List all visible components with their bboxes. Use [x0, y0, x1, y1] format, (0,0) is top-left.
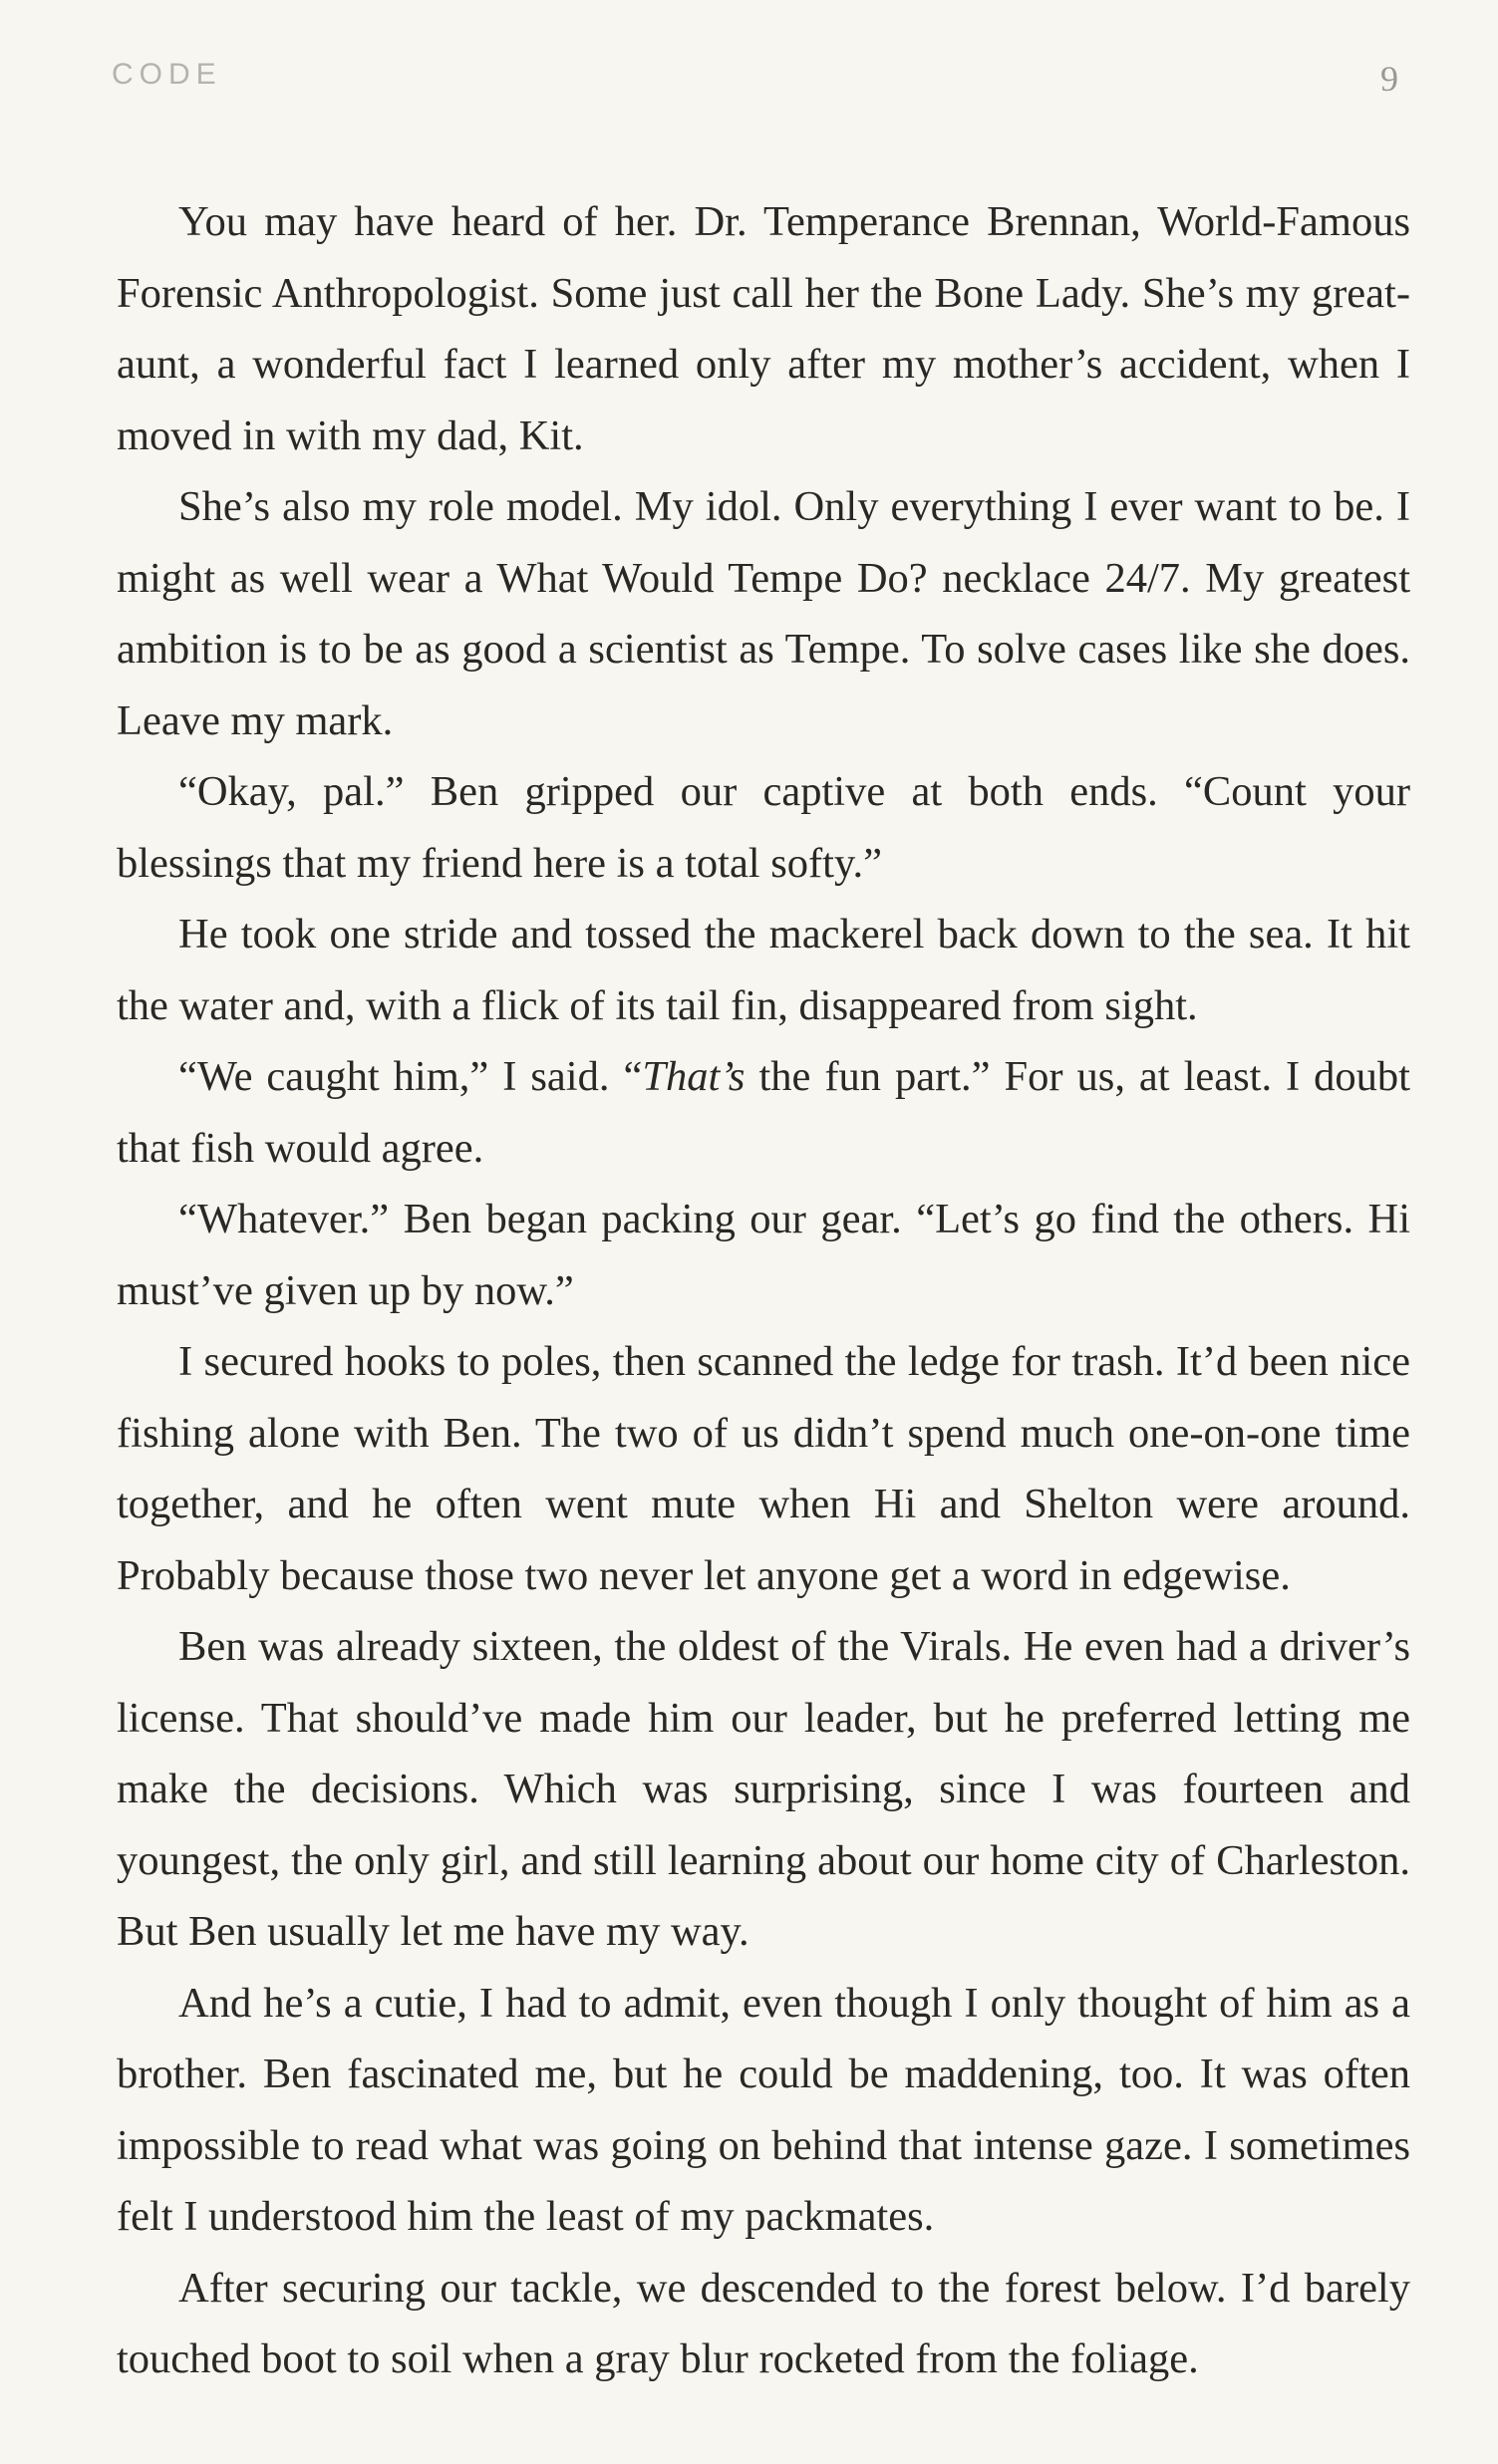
- paragraph: And he’s a cutie, I had to admit, even though I only thought of him as a brother. Ben fascinated me, but he could be maddening, too. It was often impossible to read what was going on behind that intense gaze. I sometimes felt I understood him the least of my packmates.: [117, 1979, 1410, 2240]
- page-number: 9: [1380, 59, 1398, 99]
- paragraph: [117, 1041, 1410, 1184]
- paragraph: “Okay, pal.” Ben gripped our captive at both ends. “Count your blessings that my friend here is a total softy.”: [117, 768, 1410, 887]
- paragraph: You may have heard of her. Dr. Temperance Brennan, World-Famous Forensic Anthropologist. Some just call her the Bone Lady. She’s my great-aunt, a wonderful fact I learned only after my mother’s accident, when I moved in with my dad, Kit.: [117, 198, 1410, 459]
- paragraph-text: “We caught him,” I said. “: [178, 1053, 643, 1100]
- body-text: [117, 186, 1410, 2395]
- paragraph: I secured hooks to poles, then scanned the ledge for trash. It’d been nice fishing alone with Ben. The two of us didn’t spend much one-on-one time together, and he often went mute when Hi and Shelton were around. Probably because those two never let anyone get a word in edgewise.: [117, 1338, 1410, 1599]
- paragraph: He took one stride and tossed the mackerel back down to the sea. It hit the water and, with a flick of its tail fin, disappeared from sight.: [117, 911, 1410, 1029]
- paragraph: Ben was already sixteen, the oldest of the Virals. He even had a driver’s license. That should’ve made him our leader, but he preferred letting me make the decisions. Which was surprising, since I was fourteen and youngest, the only girl, and still learning about our home city of Charleston. But Ben usually let me have my way.: [117, 1623, 1410, 1955]
- paragraph: “Whatever.” Ben began packing our gear. “Let’s go find the others. Hi must’ve given up by now.”: [117, 1196, 1410, 1314]
- paragraph: She’s also my role model. My idol. Only everything I ever want to be. I might as well wear a What Would Tempe Do? necklace 24/7. My greatest ambition is to be as good a scientist as Tempe. To solve cases like she does. Leave my mark.: [117, 483, 1410, 744]
- paragraph: After securing our tackle, we descended to the forest below. I’d barely touched boot to soil when a gray blur rocketed from the foliage.: [117, 2264, 1410, 2382]
- italic-emphasis: That’s: [642, 1053, 746, 1100]
- paragraph-text: the fun part.” For us, at least. I doubt that fish would agree.: [117, 1053, 1410, 1172]
- running-head: CODE: [112, 58, 222, 91]
